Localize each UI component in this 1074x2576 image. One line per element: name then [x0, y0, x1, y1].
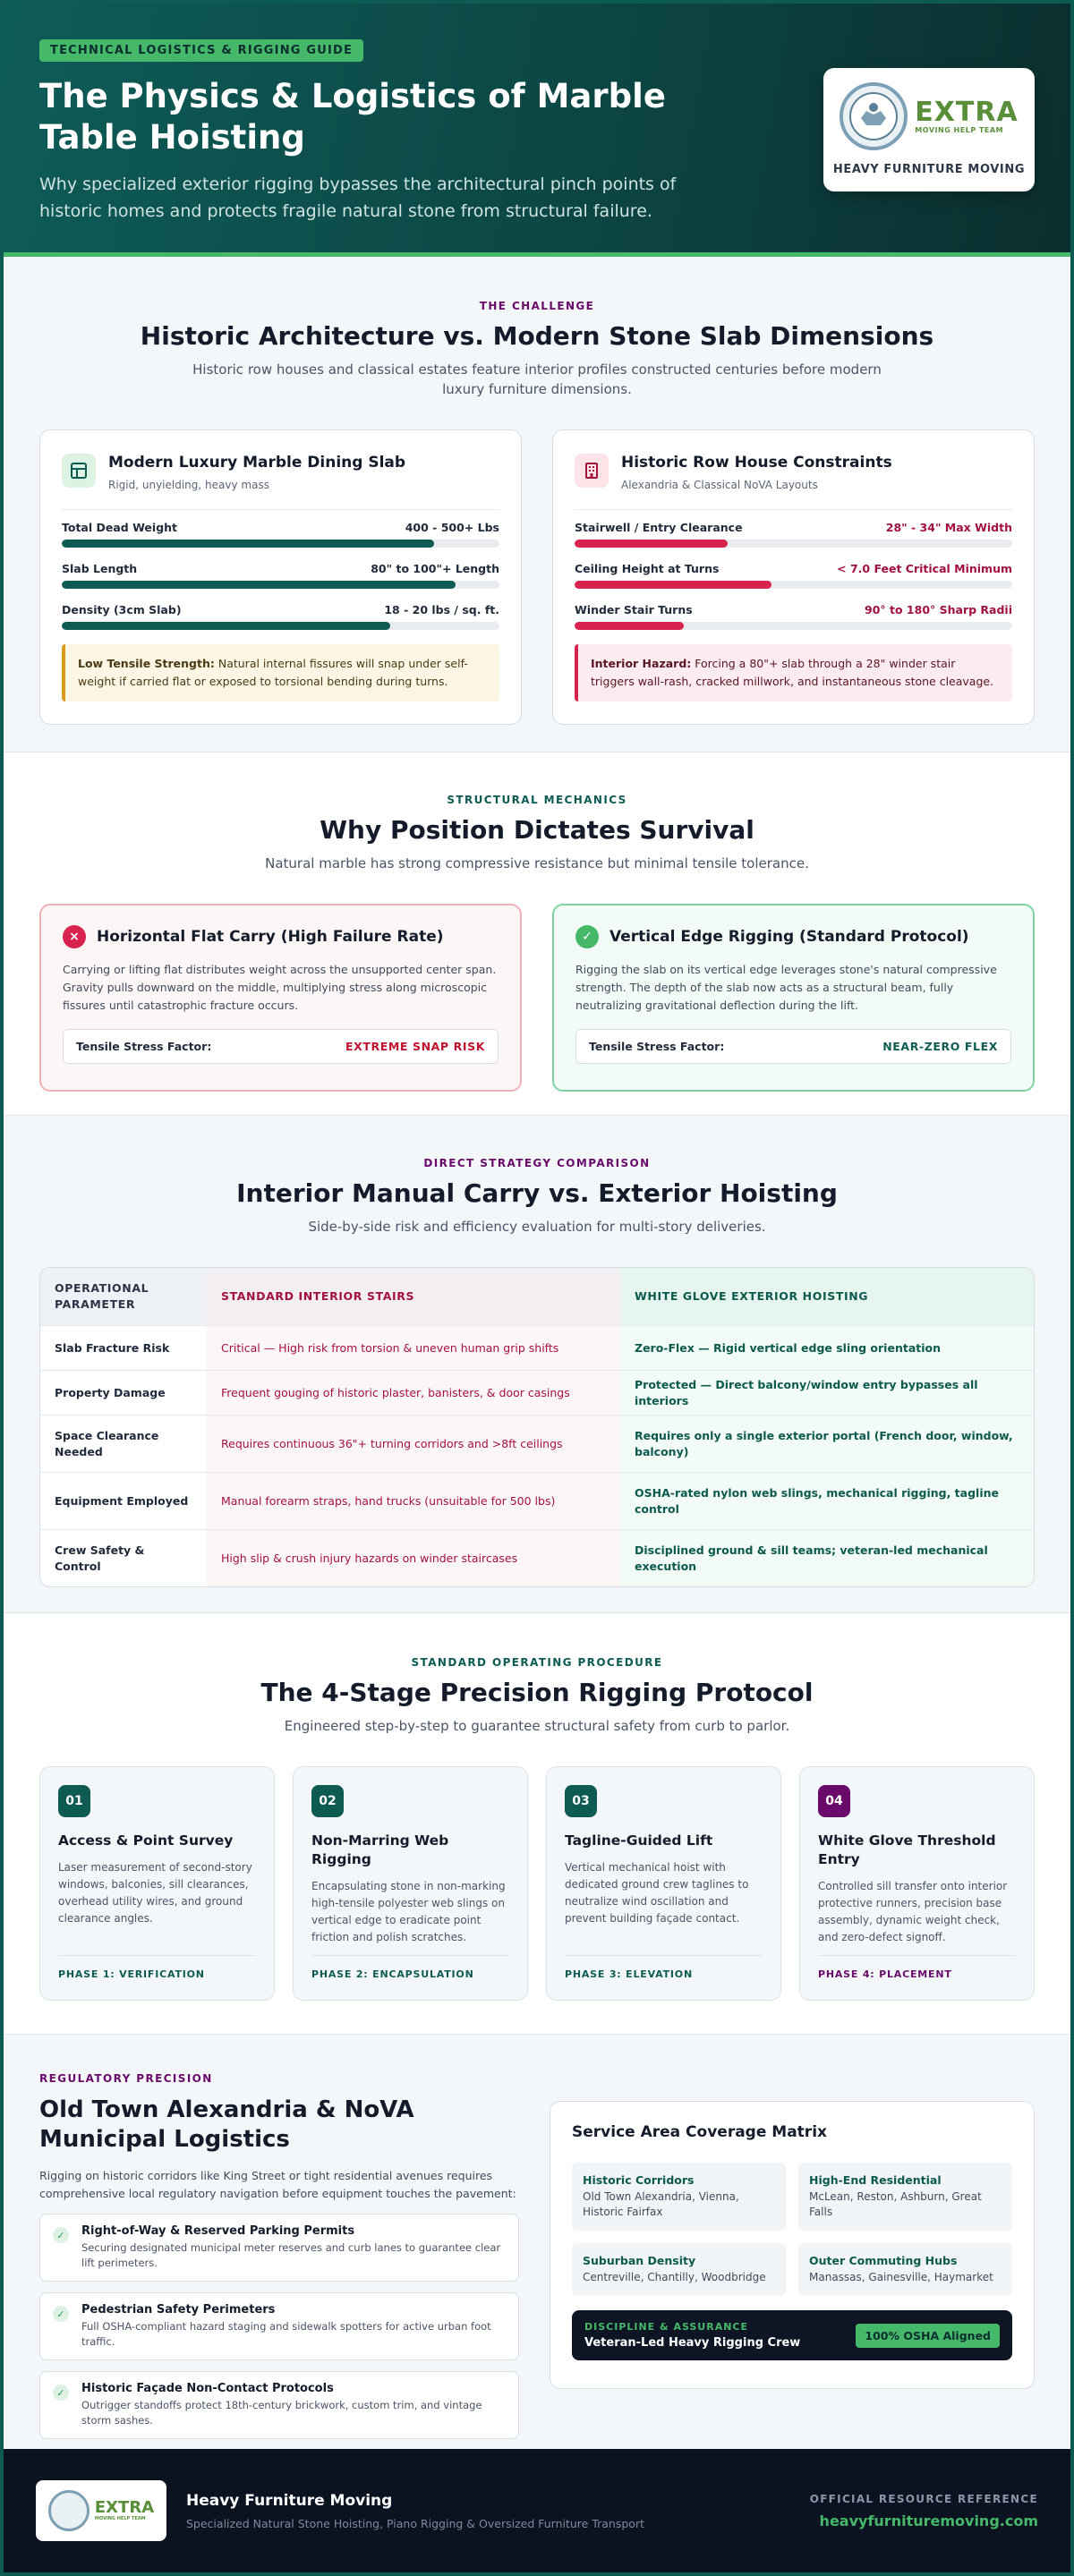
factor-label: Tensile Stress Factor:	[76, 1040, 212, 1053]
area-list: Old Town Alexandria, Vienna, Historic Fairfax	[583, 2190, 739, 2218]
table-row	[40, 1370, 1034, 1415]
edge-rigging-title: Vertical Edge Rigging (Standard Protocol)	[609, 928, 969, 946]
step-title: Non-Marring Web Rigging	[311, 1832, 449, 1867]
comparison-section	[4, 1116, 1070, 1612]
table-cell: Property Damage	[55, 1385, 166, 1399]
logo-caption: HEAVY FURNITURE MOVING	[832, 163, 1026, 176]
area-title: High-End Residential	[809, 2173, 942, 2187]
table-cell: Crew Safety & Control	[55, 1543, 145, 1573]
table-cell: Space Clearance Needed	[55, 1428, 159, 1458]
metric-label: Stairwell / Entry Clearance	[575, 521, 743, 534]
item-text: Full OSHA-compliant hazard staging and sidewalk spotters for active urban foot traffic.	[81, 2320, 491, 2348]
challenge-subtitle: Historic row houses and classical estates feature interior profiles constructed centuries before modern luxury furniture dimensions.	[192, 361, 882, 397]
note-text: Forcing a 80"+ slab through a 28" winder stair triggers wall-rash, cracked millwork, and instantaneous stone cleavage.	[591, 657, 994, 688]
house-card-subtitle: Alexandria & Classical NoVA Layouts	[621, 479, 818, 491]
mechanics-title: Why Position Dictates Survival	[320, 815, 754, 845]
metric-value: 80" to 100"+ Length	[371, 562, 499, 575]
tensile-warning-note	[62, 644, 499, 701]
table-cell: Frequent gouging of historic plaster, banisters, & door casings	[207, 1371, 620, 1415]
table-row	[40, 1472, 1034, 1529]
area-list: Centreville, Chantilly, Woodbridge	[583, 2271, 766, 2283]
step-phase: PHASE 1: VERIFICATION	[58, 1955, 256, 1980]
table-cell: Zero-Flex — Rigid vertical edge sling orientation	[620, 1326, 1034, 1370]
metric-value: 18 - 20 lbs / sq. ft.	[384, 603, 499, 616]
table-row	[40, 1529, 1034, 1586]
metric-label: Density (3cm Slab)	[62, 603, 182, 616]
step-phase: PHASE 2: ENCAPSULATION	[311, 1955, 509, 1980]
table-header-row	[40, 1268, 1034, 1325]
hero-banner	[4, 4, 1070, 257]
step-text: Vertical mechanical hoist with dedicated ground crew taglines to neutralize wind oscillation and prevent building façade contact.	[565, 1861, 749, 1925]
metric-bar-fill	[62, 540, 434, 548]
step-number-badge: 03	[565, 1785, 597, 1817]
challenge-section	[4, 257, 1070, 752]
regulatory-intro: Rigging on historic corridors like King Street or tight residential avenues requires comprehensive local regulatory navigation before equipment touches the pavement:	[39, 2169, 516, 2200]
logo-wordmark: EXTRA	[915, 96, 1019, 128]
table-cell: High slip & crush injury hazards on winder staircases	[207, 1530, 620, 1586]
page-footer	[4, 2449, 1070, 2572]
interior-hazard-note	[575, 644, 1012, 701]
guide-tag: TECHNICAL LOGISTICS & RIGGING GUIDE	[39, 39, 363, 62]
slab-metric	[62, 521, 499, 548]
slab-card-subtitle: Rigid, unyielding, heavy mass	[108, 479, 269, 491]
note-text: Natural internal fissures will snap under self-weight if carried flat or exposed to torsional bending during turns.	[78, 657, 468, 688]
footer-description: Specialized Natural Stone Hoisting, Piano Rigging & Oversized Furniture Transport	[186, 2516, 644, 2530]
flat-carry-text: Carrying or lifting flat distributes weight across the unsupported center span. Gravity pulls downward on the middle, multiplying stress along microscopic fissures until catastrophic fracture occurs.	[63, 963, 497, 1012]
item-title: Pedestrian Safety Perimeters	[81, 2303, 276, 2317]
house-metric	[575, 562, 1012, 589]
metric-label: Total Dead Weight	[62, 521, 178, 534]
table-cell: Disciplined ground & sill teams; veteran-led mechanical execution	[620, 1530, 1034, 1586]
area-list: Manassas, Gainesville, Haymarket	[809, 2271, 993, 2283]
table-cell: Critical — High risk from torsion & uneven human grip shifts	[207, 1326, 620, 1370]
brand-logo-card[interactable]	[823, 68, 1035, 191]
mechanics-section	[4, 752, 1070, 1115]
coverage-area	[572, 2243, 786, 2296]
protocol-step-2	[293, 1766, 528, 2001]
matrix-title: Service Area Coverage Matrix	[572, 2123, 827, 2141]
comparison-eyebrow: DIRECT STRATEGY COMPARISON	[423, 1157, 651, 1169]
area-title: Suburban Density	[583, 2254, 696, 2267]
regulatory-item	[39, 2292, 519, 2360]
slab-metric	[62, 603, 499, 630]
flat-carry-title: Horizontal Flat Carry (High Failure Rate)	[97, 928, 444, 946]
osha-badge: 100% OSHA Aligned	[856, 2324, 1000, 2348]
protocol-step-1	[39, 1766, 275, 2001]
footer-ref-label: OFFICIAL RESOURCE REFERENCE	[809, 2492, 1038, 2505]
building-icon	[575, 454, 609, 488]
check-icon: ✓	[53, 2306, 69, 2322]
check-icon: ✓	[53, 2227, 69, 2243]
metric-label: Ceiling Height at Turns	[575, 562, 720, 575]
protocol-title: The 4-Stage Precision Rigging Protocol	[260, 1678, 814, 1707]
footer-company-name: Heavy Furniture Moving	[186, 2491, 393, 2510]
coverage-area	[798, 2163, 1012, 2231]
mover-emblem-icon	[840, 82, 908, 150]
step-text: Laser measurement of second-story windows, balconies, sill clearances, overhead utility wires, and ground clearance angles.	[58, 1861, 252, 1925]
check-icon: ✓	[53, 2385, 69, 2401]
success-check-icon: ✓	[575, 925, 599, 948]
comparison-subtitle: Side-by-side risk and efficiency evaluation for multi-story deliveries.	[308, 1219, 766, 1235]
coverage-matrix	[550, 2101, 1035, 2389]
metric-label: Slab Length	[62, 562, 138, 575]
assurance-label: DISCIPLINE & ASSURANCE	[584, 2321, 749, 2333]
page-subtitle: Why specialized exterior rigging bypasses the architectural pinch points of historic homes and protects fragile natural stone from structural failure.	[39, 174, 677, 221]
slab-card-title: Modern Luxury Marble Dining Slab	[108, 454, 406, 472]
area-title: Historic Corridors	[583, 2173, 695, 2187]
area-title: Outer Commuting Hubs	[809, 2254, 958, 2267]
edge-stress-factor	[575, 1029, 1011, 1064]
protocol-step-3	[546, 1766, 781, 2001]
table-icon	[62, 454, 96, 488]
footer-website-link[interactable]: heavyfurnituremoving.com	[819, 2512, 1038, 2529]
metric-bar-fill	[62, 622, 390, 630]
coverage-area	[572, 2163, 786, 2231]
step-phase: PHASE 4: PLACEMENT	[818, 1955, 1016, 1980]
item-text: Outrigger standoffs protect 18th-century brickwork, custom trim, and vintage storm sashes.	[81, 2399, 482, 2427]
coverage-area	[798, 2243, 1012, 2296]
regulatory-item	[39, 2371, 519, 2439]
regulatory-title: Old Town Alexandria & NoVA Municipal Logistics	[39, 2096, 414, 2153]
metric-value: 28" - 34" Max Width	[885, 521, 1012, 534]
item-text: Securing designated municipal meter reserves and curb lanes to guarantee clear lift perimeters.	[81, 2241, 501, 2269]
assurance-text: Veteran-Led Heavy Rigging Crew	[584, 2336, 801, 2350]
table-cell: Protected — Direct balcony/window entry bypasses all interiors	[620, 1371, 1034, 1415]
step-title: Access & Point Survey	[58, 1832, 234, 1849]
metric-bar-fill	[62, 581, 456, 589]
metric-value: < 7.0 Feet Critical Minimum	[837, 562, 1012, 575]
metric-value: 90° to 180° Sharp Radii	[865, 603, 1012, 616]
comparison-table	[39, 1267, 1035, 1587]
protocol-subtitle: Engineered step-by-step to guarantee structural safety from curb to parlor.	[284, 1718, 790, 1734]
edge-rigging-card	[552, 904, 1035, 1092]
step-title: White Glove Threshold Entry	[818, 1832, 996, 1867]
table-cell: Slab Fracture Risk	[55, 1340, 170, 1355]
table-cell: Requires only a single exterior portal (French door, window, balcony)	[620, 1416, 1034, 1472]
mechanics-subtitle: Natural marble has strong compressive resistance but minimal tensile tolerance.	[265, 855, 809, 871]
row-house-card	[552, 429, 1035, 725]
factor-value: EXTREME SNAP RISK	[345, 1040, 485, 1053]
house-card-title: Historic Row House Constraints	[621, 454, 892, 472]
footer-logo-tagline: MOVING HELP TEAM	[94, 2516, 146, 2521]
regulatory-eyebrow: REGULATORY PRECISION	[39, 2072, 213, 2085]
metric-bar-fill	[575, 581, 771, 589]
metric-label: Winder Stair Turns	[575, 603, 693, 616]
challenge-eyebrow: THE CHALLENGE	[479, 300, 595, 312]
regulatory-item	[39, 2214, 519, 2282]
item-title: Historic Façade Non-Contact Protocols	[81, 2382, 334, 2395]
table-row	[40, 1415, 1034, 1472]
step-number-badge: 01	[58, 1785, 90, 1817]
note-strong: Interior Hazard:	[591, 657, 692, 670]
metric-value: 400 - 500+ Lbs	[405, 521, 499, 534]
slab-metric	[62, 562, 499, 589]
footer-logo[interactable]	[36, 2480, 166, 2541]
column-header: WHITE GLOVE EXTERIOR HOISTING	[620, 1268, 1034, 1325]
flat-stress-factor	[63, 1029, 499, 1064]
mover-emblem-icon	[48, 2490, 90, 2531]
step-phase: PHASE 3: ELEVATION	[565, 1955, 763, 1980]
column-header: STANDARD INTERIOR STAIRS	[207, 1268, 620, 1325]
comparison-title: Interior Manual Carry vs. Exterior Hoisting	[236, 1178, 838, 1208]
protocol-step-4	[799, 1766, 1035, 2001]
house-metric	[575, 521, 1012, 548]
failure-x-icon: ×	[63, 925, 86, 948]
logo-tagline: MOVING HELP TEAM	[915, 125, 1004, 134]
table-cell: OSHA-rated nylon web slings, mechanical rigging, tagline control	[620, 1473, 1034, 1529]
table-cell: Requires continuous 36"+ turning corridors and >8ft ceilings	[207, 1416, 620, 1472]
table-cell: Manual forearm straps, hand trucks (unsuitable for 500 lbs)	[207, 1473, 620, 1529]
flat-carry-card	[39, 904, 522, 1092]
area-list: McLean, Reston, Ashburn, Great Falls	[809, 2190, 982, 2218]
metric-bar-fill	[575, 540, 728, 548]
step-title: Tagline-Guided Lift	[565, 1832, 713, 1849]
protocol-section	[4, 1613, 1070, 2034]
metric-bar-fill	[575, 622, 684, 630]
step-text: Encapsulating stone in non-marking high-tensile polyester web slings on vertical edge to eradicate point friction and polish scratches.	[311, 1880, 506, 1943]
table-row	[40, 1325, 1034, 1370]
protocol-eyebrow: STANDARD OPERATING PROCEDURE	[411, 1656, 663, 1669]
factor-label: Tensile Stress Factor:	[589, 1040, 725, 1053]
item-title: Right-of-Way & Reserved Parking Permits	[81, 2224, 355, 2238]
edge-rigging-text: Rigging the slab on its vertical edge leverages stone's natural compressive strength. The depth of the slab now acts as a structural beam, fully neutralizing gravitational deflection during the lift.	[575, 963, 997, 1012]
step-number-badge: 02	[311, 1785, 344, 1817]
challenge-title: Historic Architecture vs. Modern Stone Slab Dimensions	[140, 321, 934, 351]
marble-slab-card	[39, 429, 522, 725]
column-header: OPERATIONAL PARAMETER	[40, 1268, 207, 1325]
step-text: Controlled sill transfer onto interior protective runners, precision base assembly, dynamic weight check, and zero-defect signoff.	[818, 1880, 1008, 1943]
house-metric	[575, 603, 1012, 630]
mechanics-eyebrow: STRUCTURAL MECHANICS	[447, 794, 627, 806]
footer-logo-wordmark: EXTRA	[94, 2498, 155, 2517]
factor-value: NEAR-ZERO FLEX	[882, 1040, 998, 1053]
note-strong: Low Tensile Strength:	[78, 657, 215, 670]
regulatory-section	[4, 2035, 1070, 2460]
step-number-badge: 04	[818, 1785, 850, 1817]
page-title: The Physics & Logistics of Marble Table Hoisting	[39, 77, 666, 157]
table-cell: Equipment Employed	[55, 1493, 189, 1508]
assurance-banner	[572, 2310, 1012, 2360]
